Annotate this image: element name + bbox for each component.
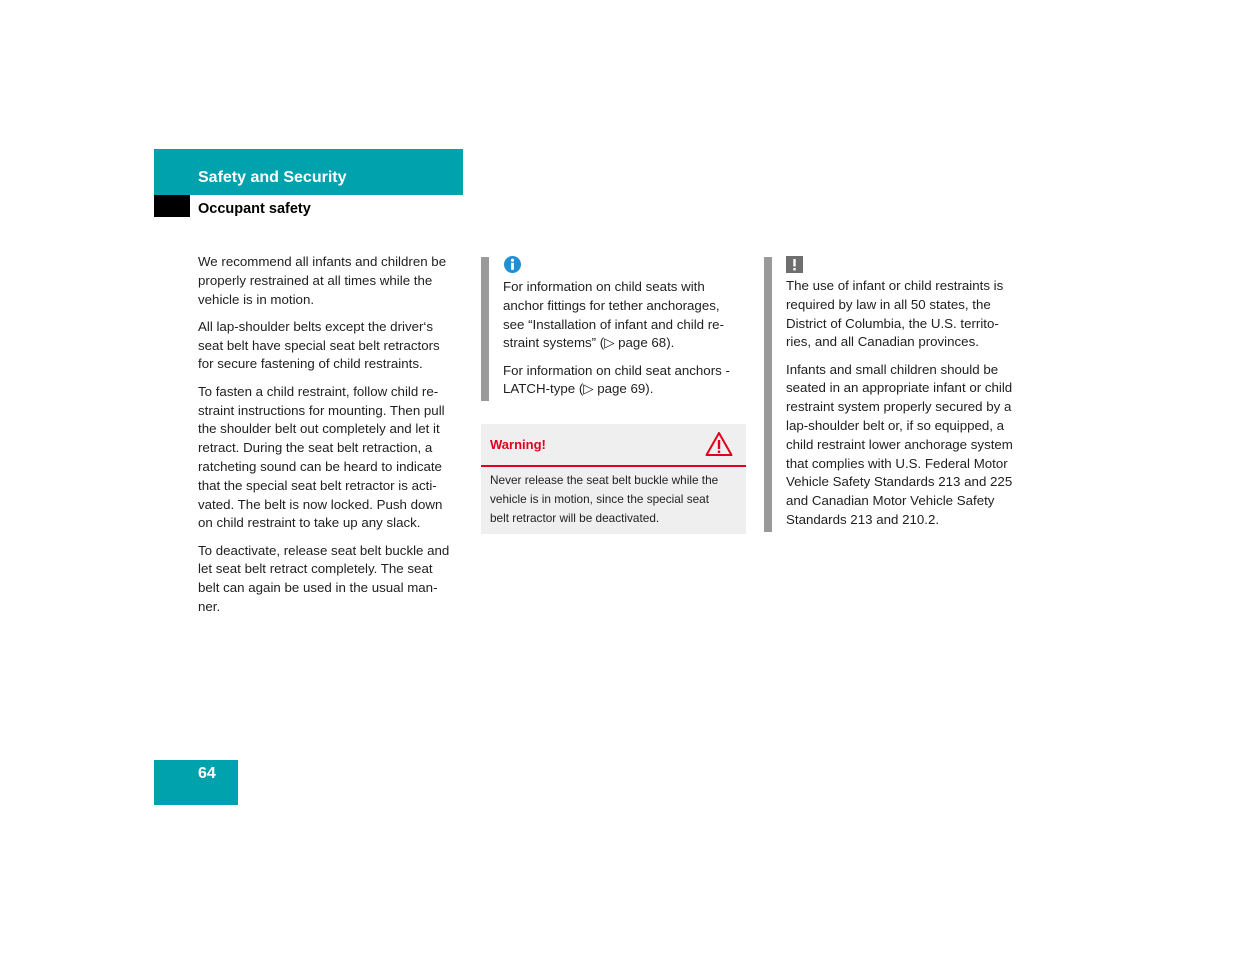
section-title: Safety and Security [198,169,347,186]
text-line: vehicle is in motion, since the special seat [490,492,710,506]
page-number: 64 [198,765,216,782]
text-line: To fasten a child restraint, follow child re- [198,383,439,399]
text-line: The use of infant or child restraints is [786,278,1004,293]
text-line: vehicle is in motion. [198,291,315,307]
text-line: vated. The belt is now locked. Push down [198,496,443,512]
text-line: that complies with U.S. Federal Motor [786,455,1008,471]
text-line: We recommend all infants and children be [198,254,447,269]
text-line: restraint system properly secured by a [786,399,1012,415]
text-line: Standards 213 and 210.2. [786,512,940,528]
info-note-bar [481,257,489,401]
page-reference[interactable]: LATCH-type (▷ page 69). [503,381,654,397]
text-line: seated in an appropriate infant or child [786,380,1013,396]
paragraph [786,277,1034,352]
text-line: belt retractor will be deactivated. [490,511,660,525]
text-line: For information on child seat anchors - [503,362,730,378]
text-line: All lap-shoulder belts except the driver‘s [198,318,434,334]
text-line: ries, and all Canadian provinces. [786,334,979,350]
page-reference[interactable]: straint systems” (▷ page 68). [503,335,675,351]
text-line: District of Columbia, the U.S. territo- [786,315,999,331]
paragraph [198,542,464,617]
notice-bar [764,257,772,532]
text-line: child restraint lower anchorage system [786,436,1013,452]
text-line: required by law in all 50 states, the [786,296,991,312]
text-line: straint instructions for mounting. Then pull [198,402,445,418]
text-line: anchor fittings for tether anchorages, [503,297,720,313]
text-line: To deactivate, release seat belt buckle and [198,542,450,558]
text-line: retract. During the seat belt retraction, a [198,440,433,456]
paragraph [503,362,751,400]
text-line: For information on child seats with [503,279,705,294]
text-line: seat belt have special seat belt retractors [198,337,440,353]
text-line: ratcheting sound can be heard to indicate [198,458,442,474]
info-note-text [503,278,751,408]
info-icon [504,256,521,273]
subsection-title: Occupant safety [198,201,311,217]
text-line: ner. [198,599,221,615]
text-line: see “Installation of infant and child re- [503,316,725,332]
text-line: the shoulder belt out completely and let it [198,421,440,437]
text-line: Never release the seat belt buckle while the [490,473,719,487]
text-line: for secure fastening of child restraints. [198,356,423,372]
paragraph [503,278,751,353]
paragraph [198,253,464,309]
text-line: on child restraint to take up any slack. [198,515,421,531]
paragraph [198,318,464,374]
text-line: and Canadian Motor Vehicle Safety [786,493,995,509]
paragraph [786,361,1034,530]
text-line: lap-shoulder belt or, if so equipped, a [786,418,1005,434]
text-line: belt can again be used in the usual man- [198,580,438,596]
text-line: Infants and small children should be [786,361,999,377]
main-text-column [198,253,464,625]
text-line: Vehicle Safety Standards 213 and 225 [786,474,1013,490]
warning-text [490,471,742,528]
warning-triangle-icon [705,431,733,457]
text-line: properly restrained at all times while the [198,272,433,288]
warning-divider [481,465,746,467]
notice-text [786,277,1034,538]
page-number-box [154,760,238,805]
subsection-marker [154,195,190,217]
paragraph [198,383,464,533]
exclamation-icon [786,256,803,273]
warning-title: Warning! [490,437,546,452]
text-line: that the special seat belt retractor is acti- [198,477,437,493]
text-line: let seat belt retract completely. The seat [198,561,433,577]
